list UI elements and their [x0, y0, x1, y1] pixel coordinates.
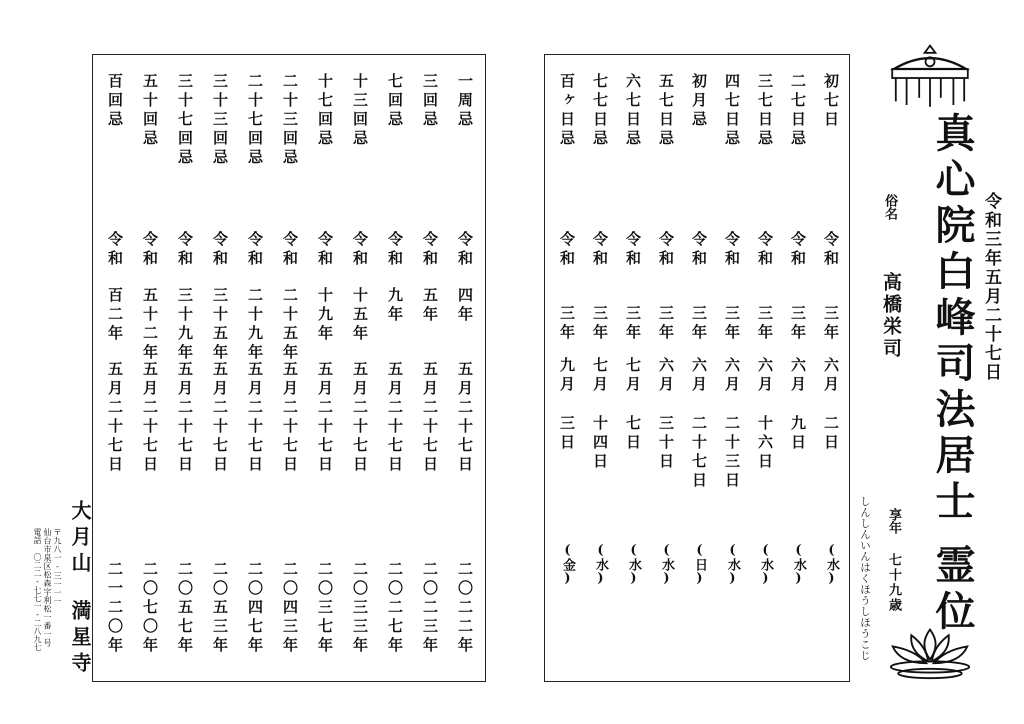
memorial-western-year: 二〇七〇年 [141, 561, 159, 656]
memorial-weekday: (水) [626, 543, 641, 586]
memorial-monthday: 五月二十七日 [421, 361, 439, 475]
memorial-year: 五十二年 [141, 287, 159, 363]
memorial-weekday: (金) [560, 543, 575, 586]
memorial-year: 三年 [723, 305, 741, 343]
memorial-weekday: (水) [824, 543, 839, 586]
memorial-month: 六月 [690, 357, 708, 395]
kaimyo-reading: しんしんいんはくほうしほうこじ [859, 496, 871, 661]
memorial-monthday: 五月二十七日 [106, 361, 124, 475]
memorial-era: 令和 [421, 231, 439, 269]
memorial-era: 令和 [316, 231, 334, 269]
memorial-western-year: 二〇四七年 [246, 561, 264, 656]
memorial-name: 六七日忌 [624, 73, 642, 149]
memorial-western-year: 二〇三七年 [316, 561, 334, 656]
memorial-era: 令和 [246, 231, 264, 269]
memorial-era: 令和 [756, 231, 774, 269]
memorial-year: 三年 [756, 305, 774, 343]
memorial-monthday: 五月二十七日 [246, 361, 264, 475]
memorial-year: 十五年 [351, 287, 369, 344]
memorial-weekday: (水) [758, 543, 773, 586]
memorial-name: 五十回忌 [141, 73, 159, 149]
zokumyo-label: 俗名 [882, 194, 897, 220]
age-value: 七十九歳 [886, 553, 901, 613]
zokumyo-name: 高橋栄司 [880, 272, 902, 360]
memorial-year: 五年 [421, 287, 439, 325]
annual-memorial-table [92, 54, 486, 682]
memorial-weekday: (日) [692, 543, 707, 586]
memorial-western-year: 二〇二二年 [456, 561, 474, 656]
memorial-day: 二十七日 [690, 415, 708, 491]
kaimyo-name: 真心院白峰司法居士 [929, 112, 975, 526]
memorial-year: 百二年 [106, 287, 124, 344]
memorial-era: 令和 [211, 231, 229, 269]
memorial-weekday: (水) [593, 543, 608, 586]
memorial-month: 七月 [624, 357, 642, 395]
temple-address: 仙台市泉区松森字利松一番一号 [43, 528, 52, 647]
memorial-monthday: 五月二十七日 [456, 361, 474, 475]
memorial-name: 百ヶ日忌 [558, 73, 576, 149]
memorial-day: 十四日 [591, 415, 609, 472]
age-label: 享年 [886, 508, 901, 534]
memorial-name: 初七日 [822, 73, 840, 130]
memorial-era: 令和 [281, 231, 299, 269]
memorial-year: 三年 [624, 305, 642, 343]
memorial-month: 七月 [591, 357, 609, 395]
memorial-year: 二十九年 [246, 287, 264, 363]
temple-mountain: 大月山 [68, 500, 92, 578]
memorial-era: 令和 [141, 231, 159, 269]
memorial-name: 三回忌 [421, 73, 439, 130]
memorial-weekday: (水) [659, 543, 674, 586]
memorial-name: 三十三回忌 [211, 73, 229, 168]
memorial-month: 九月 [558, 357, 576, 395]
memorial-monthday: 五月二十七日 [211, 361, 229, 475]
memorial-year: 三年 [591, 305, 609, 343]
memorial-day: 二日 [822, 415, 840, 453]
memorial-name: 七七日忌 [591, 73, 609, 149]
memorial-name: 初月忌 [690, 73, 708, 130]
memorial-era: 令和 [657, 231, 675, 269]
kaimyo-title [925, 112, 979, 636]
memorial-name: 七回忌 [386, 73, 404, 130]
memorial-year: 三年 [690, 305, 708, 343]
memorial-name: 一周忌 [456, 73, 474, 130]
memorial-day: 十六日 [756, 415, 774, 472]
weekly-memorial-table [544, 54, 850, 682]
lotus-icon [882, 624, 978, 680]
memorial-name: 四七日忌 [723, 73, 741, 149]
memorial-western-year: 二〇二三年 [421, 561, 439, 656]
temple-postal: 〒九八一-三一一一 [53, 528, 62, 606]
memorial-western-year: 二一二〇年 [106, 561, 124, 656]
memorial-month: 六月 [657, 357, 675, 395]
death-date: 令和三年五月二十七日 [981, 192, 1001, 382]
memorial-name: 五七日忌 [657, 73, 675, 149]
memorial-month: 六月 [789, 357, 807, 395]
memorial-weekday: (水) [725, 543, 740, 586]
temple-name: 満星寺 [68, 600, 92, 678]
memorial-name: 十三回忌 [351, 73, 369, 149]
memorial-weekday: (水) [791, 543, 806, 586]
memorial-year: 二十五年 [281, 287, 299, 363]
memorial-name: 百回忌 [106, 73, 124, 130]
memorial-name: 三十七回忌 [176, 73, 194, 168]
memorial-month: 六月 [756, 357, 774, 395]
memorial-year: 三年 [822, 305, 840, 343]
memorial-monthday: 五月二十七日 [141, 361, 159, 475]
memorial-western-year: 二〇三三年 [351, 561, 369, 656]
memorial-era: 令和 [591, 231, 609, 269]
temple-phone: 電話 〇二二-七七一-二八九七 [33, 528, 42, 651]
memorial-era: 令和 [822, 231, 840, 269]
memorial-monthday: 五月二十七日 [386, 361, 404, 475]
memorial-era: 令和 [351, 231, 369, 269]
memorial-year: 三年 [789, 305, 807, 343]
memorial-monthday: 五月二十七日 [316, 361, 334, 475]
kaimyo-suffix: 霊位 [929, 544, 975, 636]
memorial-year: 三十九年 [176, 287, 194, 363]
memorial-era: 令和 [789, 231, 807, 269]
memorial-monthday: 五月二十七日 [176, 361, 194, 475]
memorial-day: 三日 [558, 415, 576, 453]
memorial-era: 令和 [690, 231, 708, 269]
memorial-name: 二十三回忌 [281, 73, 299, 168]
memorial-western-year: 二〇四三年 [281, 561, 299, 656]
memorial-era: 令和 [106, 231, 124, 269]
memorial-name: 十七回忌 [316, 73, 334, 149]
memorial-name: 二七日忌 [789, 73, 807, 149]
memorial-year: 四年 [456, 287, 474, 325]
memorial-month: 六月 [723, 357, 741, 395]
memorial-era: 令和 [456, 231, 474, 269]
memorial-month: 六月 [822, 357, 840, 395]
memorial-name: 三七日忌 [756, 73, 774, 149]
memorial-year: 十九年 [316, 287, 334, 344]
memorial-year: 三十五年 [211, 287, 229, 363]
memorial-monthday: 五月二十七日 [281, 361, 299, 475]
memorial-name: 二十七回忌 [246, 73, 264, 168]
memorial-year: 三年 [558, 305, 576, 343]
memorial-era: 令和 [176, 231, 194, 269]
memorial-day: 七日 [624, 415, 642, 453]
memorial-day: 二十三日 [723, 415, 741, 491]
memorial-era: 令和 [386, 231, 404, 269]
memorial-year: 九年 [386, 287, 404, 325]
memorial-western-year: 二〇二七年 [386, 561, 404, 656]
memorial-era: 令和 [558, 231, 576, 269]
canopy-icon [884, 42, 976, 114]
memorial-day: 九日 [789, 415, 807, 453]
memorial-monthday: 五月二十七日 [351, 361, 369, 475]
memorial-era: 令和 [723, 231, 741, 269]
memorial-western-year: 二〇五七年 [176, 561, 194, 656]
memorial-era: 令和 [624, 231, 642, 269]
memorial-western-year: 二〇五三年 [211, 561, 229, 656]
memorial-day: 三十日 [657, 415, 675, 472]
memorial-year: 三年 [657, 305, 675, 343]
